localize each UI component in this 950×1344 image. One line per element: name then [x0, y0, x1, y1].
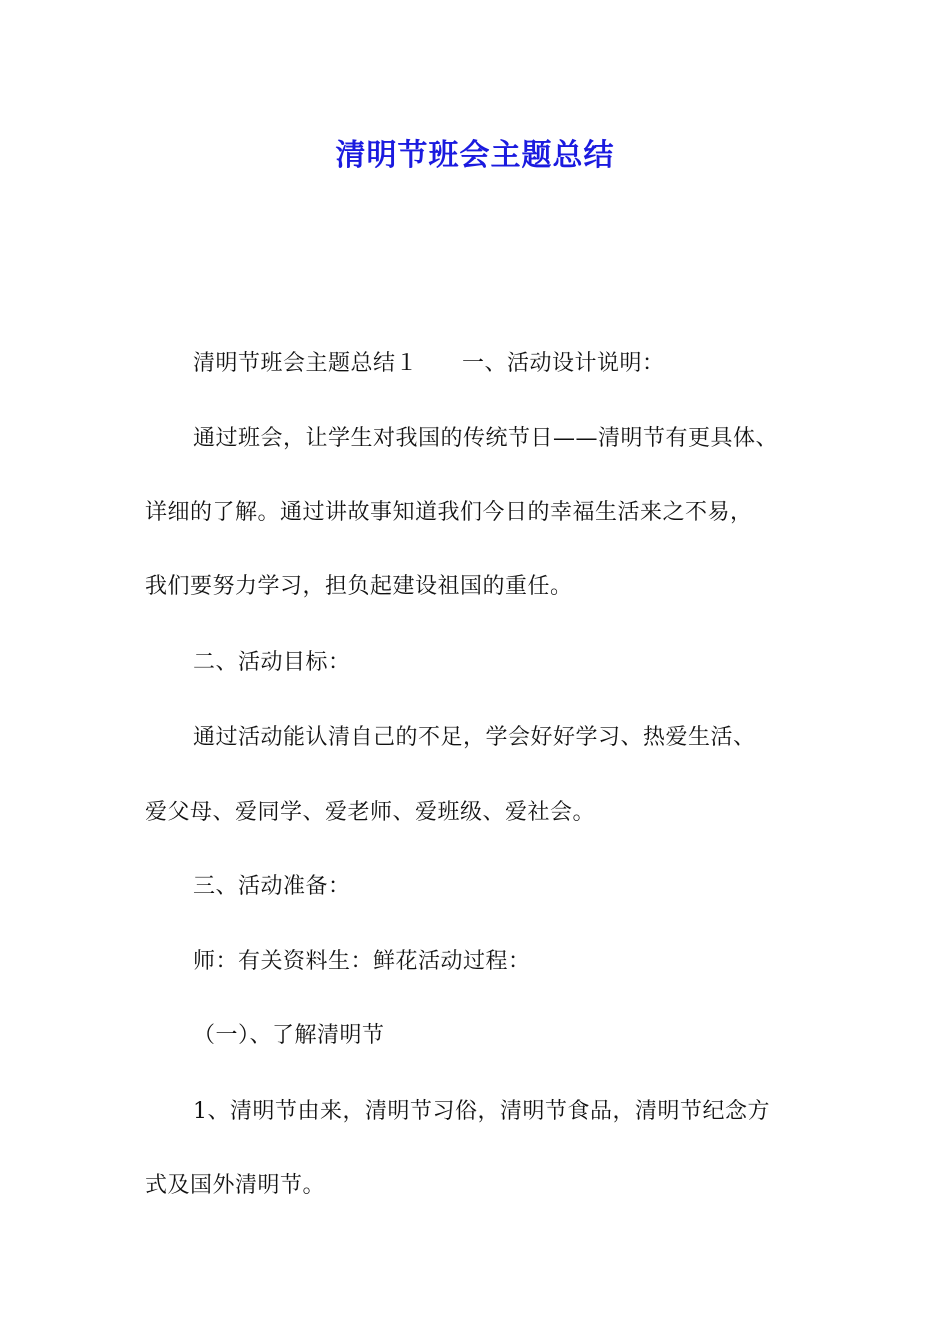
- section-title-text: 清明节班会主题总结１: [193, 351, 419, 376]
- section-heading-preparation: 三、活动准备：: [193, 874, 351, 899]
- paragraph-line: 我们要努力学习，担负起建设祖国的重任。: [145, 574, 573, 599]
- paragraph-line: 爱父母、爱同学、爱老师、爱班级、爱社会。: [145, 800, 596, 825]
- paragraph-line: 通过活动能认清自己的不足，学会好好学习、热爱生活、: [193, 725, 756, 750]
- section-heading-goals: 二、活动目标：: [193, 650, 351, 675]
- paragraph-line: 详细的了解。通过讲故事知道我们今日的幸福生活来之不易，: [145, 500, 753, 525]
- section-heading-design: 一、活动设计说明：: [462, 351, 665, 376]
- subsection-heading: （一）、了解清明节: [193, 1023, 385, 1048]
- paragraph-line: 通过班会，让学生对我国的传统节日——清明节有更具体、: [193, 426, 779, 451]
- paragraph-line: 师：有关资料生：鲜花活动过程：: [193, 949, 531, 974]
- paragraph-line: 1、清明节由来，清明节习俗，清明节食品，清明节纪念方: [193, 1099, 770, 1124]
- paragraph-line-heading: [193, 346, 665, 377]
- document-title: 清明节班会主题总结: [335, 138, 615, 173]
- paragraph-line: 式及国外清明节。: [145, 1173, 326, 1198]
